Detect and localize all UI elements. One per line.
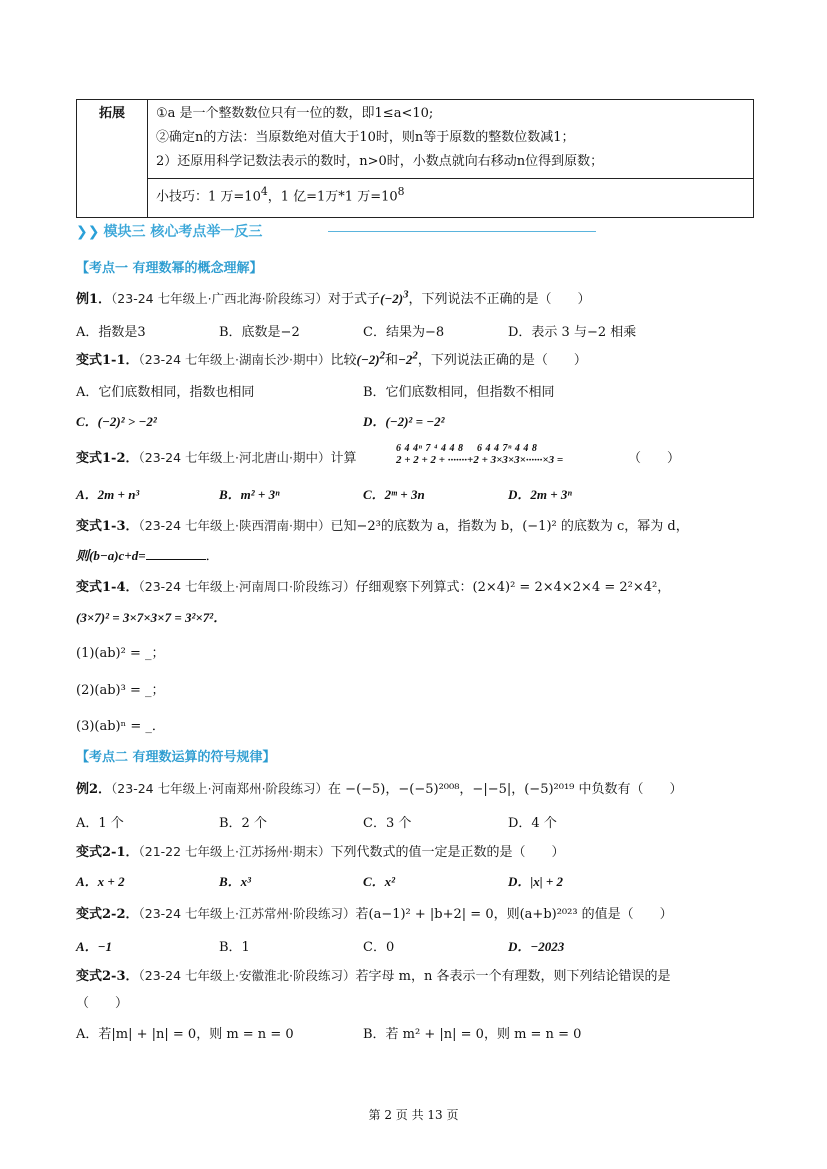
example-1-option-c: C．结果为−8 bbox=[363, 325, 445, 340]
key-point-2-heading: 【考点二 有理数运算的符号规律】 bbox=[76, 750, 276, 765]
variant-1-1-option-c: C．(−2)² > −2² bbox=[76, 414, 157, 429]
variant-1-2-brace-top: 6 4 4ⁿ 7 ⁴ 4 4 8 6 4 4 7ⁿ 4 4 8 bbox=[396, 443, 538, 454]
page-footer: 第 2 页 共 13 页 bbox=[368, 1108, 459, 1122]
example-2-option-a: A．1 个 bbox=[76, 816, 124, 831]
example-1-question: 例1．（23-24 七年级上·广西北海·阶段练习）对于式子$(-2)^3$，下列说法不正确的是（ ） bbox=[76, 288, 591, 307]
variant-2-3-question: 变式2-3．（23-24 七年级上·安徽淮北·阶段练习）若字母 m，n 各表示一个有理数，则下列结论错误的是 bbox=[76, 968, 671, 984]
example-2-option-d: D．4 个 bbox=[508, 816, 557, 831]
variant-1-4-part-3: (3)(ab)ⁿ = _． bbox=[76, 719, 165, 734]
variant-2-1-option-c: C．x² bbox=[363, 874, 396, 889]
extension-line-1: ①a 是一个整数数位只有一位的数，即1≤a<10; bbox=[156, 106, 434, 121]
variant-1-2-expression: 2 + 2 + 2 + ·······+2 + 3×3×3×······×3 = bbox=[396, 454, 564, 466]
variant-2-1-question: 变式2-1．（21-22 七年级上·江苏扬州·期末）下列代数式的值一定是正数的是（ ） bbox=[76, 844, 565, 860]
variant-2-3-option-b: B．若 m² + |n| = 0，则 m = n = 0 bbox=[363, 1027, 582, 1042]
example-2-question: 例2．（23-24 七年级上·河南郑州·阶段练习）在 −(−5)，−(−5)²⁰⁰⁸，−|−5|，(−5)²⁰¹⁹ 中负数有（ ） bbox=[76, 781, 683, 797]
variant-1-4-line-2: (3×7)² = 3×7×3×7 = 3²×7²． bbox=[76, 610, 227, 625]
variant-1-4-part-2: (2)(ab)³ = _； bbox=[76, 683, 165, 698]
key-point-1-heading: 【考点一 有理数幂的概念理解】 bbox=[76, 261, 263, 276]
example-1-option-b: B．底数是−2 bbox=[219, 325, 300, 340]
variant-2-2-option-b: B．1 bbox=[219, 940, 250, 955]
variant-1-2-question: 变式1-2．（23-24 七年级上·河北唐山·期中）计算 bbox=[76, 450, 357, 466]
module-divider bbox=[328, 231, 596, 232]
variant-1-2-paren: （ ） bbox=[628, 451, 681, 466]
variant-1-4-part-1: (1)(ab)² = _； bbox=[76, 646, 165, 661]
variant-2-1-option-d: D．|x| + 2 bbox=[508, 874, 564, 889]
variant-1-1-question: 变式1-1．（23-24 七年级上·湖南长沙·期中）比较$(-2)^2$和$-2^2$，下列说法正确的是（ ） bbox=[76, 349, 587, 368]
variant-2-1-option-a: A．x + 2 bbox=[76, 874, 125, 889]
extension-line-2: ②确定n的方法：当原数绝对值大于10时，则n等于原数的整数位数减1； bbox=[156, 130, 575, 145]
module-title: ❯❯ 模块三 核心考点举一反三 bbox=[76, 224, 263, 240]
variant-1-1-option-b: B．它们底数相同，但指数不相同 bbox=[363, 385, 555, 400]
variant-1-2-option-a: A．2m + n³ bbox=[76, 487, 140, 502]
variant-1-2-option-c: C．2ᵐ + 3n bbox=[363, 487, 425, 502]
variant-2-3-paren: （ ） bbox=[76, 996, 129, 1011]
variant-2-2-question: 变式2-2．（23-24 七年级上·江苏常州·阶段练习）若(a−1)² + |b+2| = 0，则(a+b)²⁰²³ 的值是（ ） bbox=[76, 906, 673, 922]
variant-1-3-answer-line: 则(b−a)c+d= ． bbox=[76, 548, 219, 564]
variant-2-2-option-d: D．−2023 bbox=[508, 939, 565, 954]
example-2-option-c: C．3 个 bbox=[363, 816, 412, 831]
variant-2-2-option-c: C．0 bbox=[363, 940, 395, 955]
variant-2-3-option-a: A．若|m| + |n| = 0，则 m = n = 0 bbox=[76, 1027, 294, 1042]
extension-content bbox=[148, 100, 754, 179]
extension-line-3: 2）还原用科学记数法表示的数时，n>0时，小数点就向右移动n位得到原数； bbox=[156, 154, 604, 169]
variant-1-3-question: 变式1-3．（23-24 七年级上·陕西渭南·期中）已知−2³的底数为 a，指数为 b，(−1)² 的底数为 c，幂为 d， bbox=[76, 518, 689, 534]
variant-1-1-option-a: A．它们底数相同，指数也相同 bbox=[76, 385, 255, 400]
extension-table bbox=[76, 99, 754, 218]
answer-blank[interactable] bbox=[146, 547, 206, 560]
example-2-option-b: B．2 个 bbox=[219, 816, 267, 831]
example-1-option-d: D．表示 3 与−2 相乘 bbox=[508, 325, 637, 340]
example-1-option-a: A．指数是3 bbox=[76, 325, 146, 340]
variant-1-2-option-b: B．m² + 3ⁿ bbox=[219, 487, 280, 502]
extension-header: 拓展 bbox=[77, 100, 148, 218]
variant-1-1-option-d: D．(−2)² = −2² bbox=[363, 414, 445, 429]
variant-1-4-question: 变式1-4．（23-24 七年级上·河南周口·阶段练习）仔细观察下列算式：(2×4)² = 2×4×2×4 = 2²×4²， bbox=[76, 579, 671, 595]
variant-2-2-option-a: A．−1 bbox=[76, 939, 113, 954]
double-chevron-icon: ❯❯ bbox=[76, 224, 100, 240]
variant-2-1-option-b: B．x³ bbox=[219, 874, 252, 889]
variant-1-2-option-d: D．2m + 3ⁿ bbox=[508, 487, 572, 502]
extension-tip: 小技巧：1 万$=10^4$，1 亿=1万*1 万$=10^8$ bbox=[148, 179, 754, 218]
